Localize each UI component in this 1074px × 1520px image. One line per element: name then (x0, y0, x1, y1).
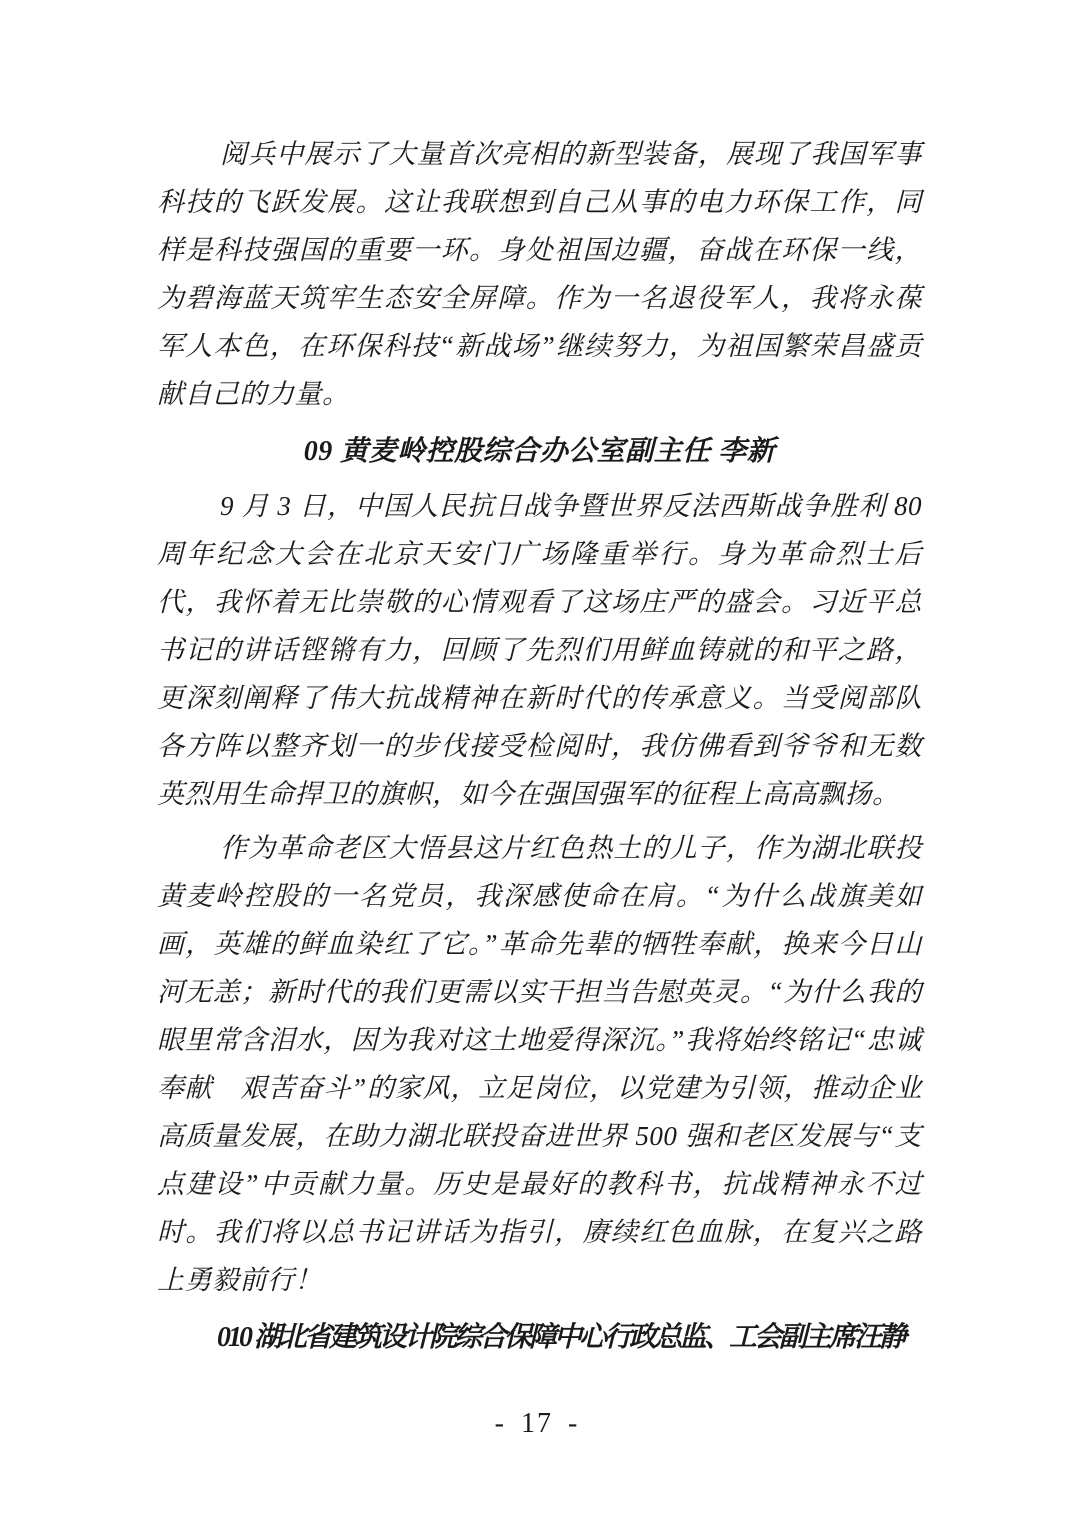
heading-09-lixin: 09 黄麦岭控股综合办公室副主任 李新 (303, 436, 776, 467)
page-content (157, 130, 922, 1362)
paragraph-sept3-commemoration: 9 月 3 日，中国人民抗日战争暨世界反法西斯战争胜利 80 周年纪念大会在北京天安门广场隆重举行。身为革命烈士后代，我怀着无比崇敬的心情观看了这场庄严的盛会。习近平总书记的讲话铿锵有力，回顾了先烈们用鲜血铸就的和平之路，更深刻阐释了伟大抗战精神在新时代的传承意义。当受阅部队各方阵以整齐划一的步伐接受检阅时，我仿佛看到爷爷和无数英烈用生命捍卫的旗帜，如今在强国强军的征程上高高飘扬。 (157, 491, 922, 809)
page-number: - 17 - (494, 1408, 580, 1439)
heading-010-wangjing: 010 湖北省建筑设计院综合保障中心行政总监、工会副主席汪静 (217, 1322, 905, 1353)
paragraph-dawu-county: 作为革命老区大悟县这片红色热土的儿子，作为湖北联投黄麦岭控股的一名党员，我深感使命在肩。“为什么战旗美如画，英雄的鲜血染红了它。”革命先辈的牺牲奉献，换来今日山河无恙；新时代的我们更需以实干担当告慰英灵。“为什么我的眼里常含泪水，因为我对这土地爱得深沉。”我将始终铭记“忠诚奉献 艰苦奋斗”的家风，立足岗位，以党建为引领，推动企业高质量发展，在助力湖北联投奋进世界 500 强和老区发展与“支点建设”中贡献力量。历史是最好的教科书，抗战精神永不过时。我们将以总书记讲话为指引，赓续红色血脉，在复兴之路上勇毅前行！ (157, 833, 922, 1295)
paragraph-parade-equipment: 阅兵中展示了大量首次亮相的新型装备，展现了我国军事科技的飞跃发展。这让我联想到自己从事的电力环保工作，同样是科技强国的重要一环。身处祖国边疆，奋战在环保一线，为碧海蓝天筑牢生态安全屏障。作为一名退役军人，我将永葆军人本色，在环保科技“新战场”继续努力，为祖国繁荣昌盛贡献自己的力量。 (157, 139, 922, 409)
